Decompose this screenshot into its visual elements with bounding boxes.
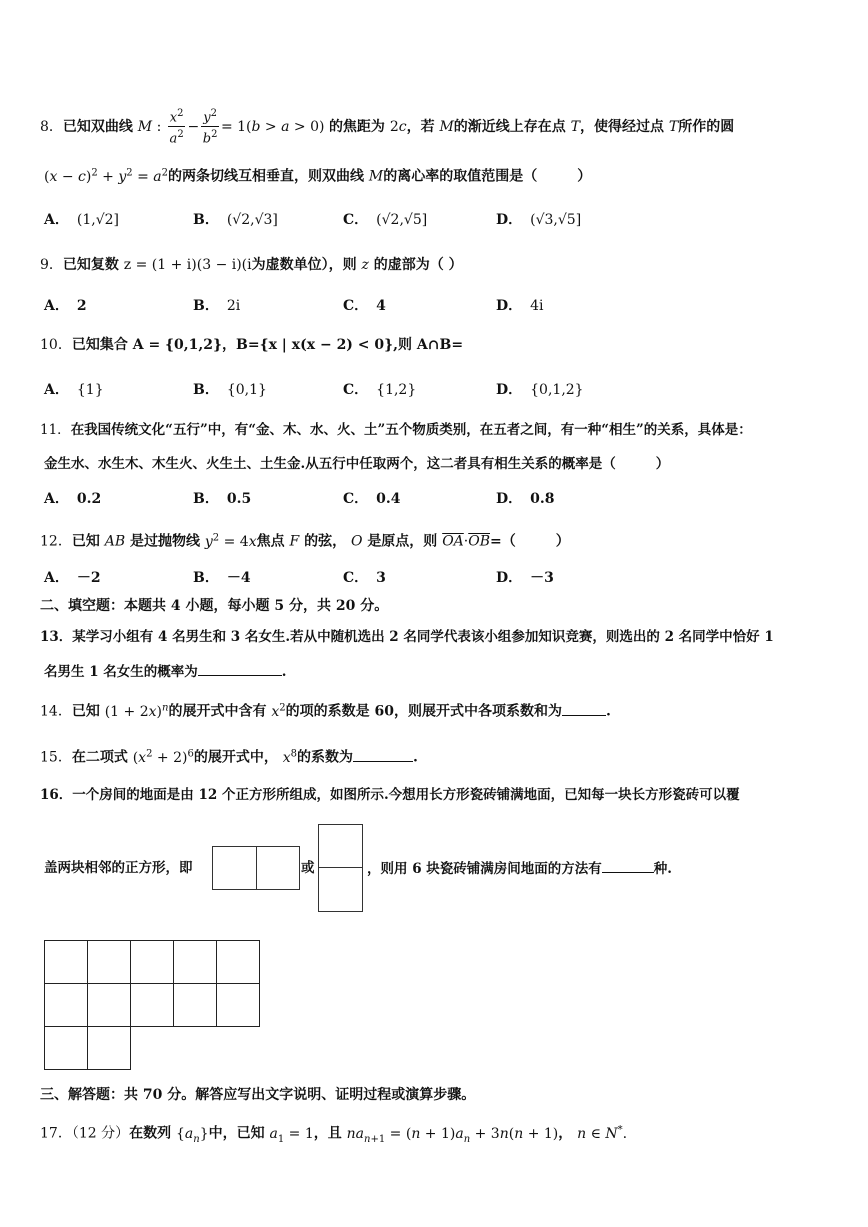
- q13-text: 某学习小组有 4 名男生和 3 名女生.若从中随机选出 2 名同学代表该小组参加知识竞赛，则选出的 2 名同学中恰好 1: [72, 629, 774, 645]
- q12-text-7: ）: [555, 533, 570, 550]
- q10-option-a: A． {1}: [44, 382, 104, 398]
- grid-square: [130, 940, 174, 984]
- q15-line: 15．在二项式 $(x^2 + 2)^6$的展开式中， $x^8$的系数为 .: [40, 748, 418, 766]
- q12-option-a: A． －2: [44, 570, 101, 586]
- q9-line: 9．已知复数 z = (1 + i)(3 − i)(i为虚数单位），则 z 的虚部为（ ）: [40, 257, 463, 273]
- q12-text-4: 的弦，: [304, 533, 347, 550]
- q10-option-b: B． {0,1}: [193, 382, 267, 398]
- q8-text-8: 的离心率的取值范围是（: [383, 168, 538, 185]
- q12-option-b: B． －4: [193, 570, 251, 586]
- vertical-tile-divider: [318, 867, 363, 868]
- q11-option-d: D． 0.8: [496, 491, 555, 507]
- q13-text-3: .: [281, 664, 287, 680]
- section-3-heading: 三、解答题：共 70 分。解答应写出文字说明、证明过程或演算步骤。: [40, 1087, 476, 1103]
- q9-equation: z = (1 + i)(3 − i)(i: [123, 257, 252, 273]
- q14-text-3: 的项的系数是 60，则展开式中各项系数和为: [285, 703, 562, 720]
- q8-text-9: ）: [577, 168, 592, 185]
- q11-line1: [40, 420, 752, 440]
- q8-option-c: C． (√2,√5]: [343, 212, 428, 228]
- q12-text-5: 是原点，则: [367, 533, 438, 550]
- q16-text-3: 种.: [653, 861, 672, 877]
- question-number: 8．: [40, 118, 63, 135]
- q17-score: （12 分）: [71, 1125, 130, 1142]
- grid-square: [216, 983, 260, 1027]
- q15-text-4: .: [412, 749, 418, 766]
- q11-text: 在我国传统文化“五行”中，有“金、木、水、火、土”五个物质类别，在五者之间，有一种“相生”的关系，具体是：: [70, 422, 752, 438]
- vertical-tile-figure: [318, 824, 363, 912]
- grid-square: [44, 983, 88, 1027]
- q9-option-d: D． 4i: [496, 298, 544, 314]
- horizontal-tile-divider: [256, 846, 257, 890]
- q12-text-3: 焦点: [256, 533, 285, 550]
- q11-option-c: C． 0.4: [343, 491, 401, 507]
- q9-text: 已知复数: [62, 257, 119, 273]
- q12-text: 已知: [71, 533, 100, 550]
- q16-line2-pre: 盖两块相邻的正方形，即: [44, 860, 193, 876]
- q8-text-3: ，若: [406, 118, 435, 135]
- q9-option-c: C． 4: [343, 298, 386, 314]
- q8-option-a: A． (1,√2]: [44, 212, 119, 228]
- question-number: 11．: [40, 422, 71, 438]
- q8-text: 已知双曲线: [62, 118, 133, 135]
- q16-text-2: ，则用 6 块瓷砖铺满房间地面的方法有: [367, 861, 602, 877]
- q8-line2: $(x - c)^2 + y^2 = a^2$的两条切线互相垂直，则双曲线 M的离心率的取值范围是（ ）: [44, 167, 592, 185]
- section-2-heading: 二、填空题：本题共 4 小题，每小题 5 分，共 20 分。: [40, 598, 389, 614]
- question-number: 17．: [40, 1125, 72, 1142]
- grid-square: [44, 940, 88, 984]
- grid-square: [87, 940, 131, 984]
- q8-text-5: ，使得经过点: [580, 118, 665, 135]
- q8-text-4: 的渐近线上存在点: [453, 118, 566, 135]
- grid-square: [87, 983, 131, 1027]
- q13-blank: [198, 661, 282, 676]
- q11-line2: [44, 454, 669, 474]
- question-number: 9．: [40, 257, 63, 273]
- q11-option-a: A． 0.2: [44, 491, 102, 507]
- q10-line: [40, 335, 463, 355]
- q9-note: 为虚数单位）: [251, 257, 329, 273]
- q11-text-2: 金生水、水生木、木生火、火生土、土生金.从五行中任取两个，这二者具有相生关系的概率是（: [44, 456, 616, 472]
- q17-text-3: ，且: [313, 1125, 342, 1142]
- q10-text: 已知集合 A = {0,1,2}，B={x | x(x − 2) < 0},则 A∩B=: [71, 337, 464, 353]
- q12-text-6: =（: [490, 533, 516, 550]
- grid-square: [87, 1026, 131, 1070]
- grid-square: [130, 983, 174, 1027]
- q8-text-7: 的两条切线互相垂直，则双曲线: [168, 168, 365, 185]
- q17-text: 在数列: [129, 1125, 172, 1142]
- q13-line2: [44, 661, 287, 682]
- q16-or: 或: [301, 860, 315, 876]
- question-number: 13．: [40, 629, 73, 645]
- q17-text-2: 中，已知: [208, 1125, 265, 1142]
- q14-text-2: 的展开式中含有: [168, 703, 267, 720]
- q9-text-2: ，则: [328, 257, 357, 273]
- q8-option-d: D． (√3,√5]: [496, 212, 582, 228]
- grid-square: [44, 1026, 88, 1070]
- q9-option-b: B． 2i: [193, 298, 241, 314]
- q17-text-4: ，: [558, 1125, 573, 1142]
- q16-blank: [602, 858, 654, 873]
- q15-blank: [353, 747, 413, 762]
- q8-text-6: 所作的圆: [678, 118, 735, 135]
- q15-text: 在二项式: [71, 749, 128, 766]
- q10-option-d: D． {0,1,2}: [496, 382, 584, 398]
- q15-text-3: 的系数为: [296, 749, 353, 766]
- q15-text-2: 的展开式中，: [193, 749, 278, 766]
- grid-square: [173, 983, 217, 1027]
- question-number: 12．: [40, 533, 72, 550]
- q17-line: 17．（12 分）在数列 $\{a_n\}$中，已知 $a_1 = 1$，且 $na_{n+1} = (n + 1)a_n + 3n(n + 1)$， n ∈ N*.: [40, 1124, 628, 1145]
- question-number: 15．: [40, 749, 72, 766]
- q12-option-d: D． －3: [496, 570, 554, 586]
- q9-option-a: A． 2: [44, 298, 87, 314]
- q8-option-b: B． (√2,√3]: [193, 212, 278, 228]
- q12-text-2: 是过抛物线: [129, 533, 200, 550]
- q8-line1: 8．已知双曲线 M : $\frac{x^2}{a^2}$ − $\frac{y^2}{b^2}$ = 1(b > a > 0) 的焦距为 2c，若 M的渐近线上存在点 T，使得经过点 T所作的圆: [40, 108, 735, 147]
- q14-blank: [562, 701, 606, 716]
- q10-option-c: C． {1,2}: [343, 382, 417, 398]
- q8-text-2: 的焦距为: [328, 118, 385, 135]
- question-number: 14．: [40, 703, 72, 720]
- question-number: 10．: [40, 337, 72, 353]
- q8-equation: M : $\frac{x^2}{a^2}$ − $\frac{y^2}{b^2}$ = 1(b > a > 0): [137, 108, 329, 147]
- q14-text: 已知: [71, 703, 100, 720]
- q14-text-4: .: [605, 703, 611, 720]
- q11-text-3: ）: [655, 456, 670, 472]
- q12-line: 12．已知 AB 是过抛物线 $y^2 = 4x$焦点 F 的弦， O 是原点，则 $\overline{OA}\cdot\overline{OB}=$（ ）: [40, 532, 570, 550]
- q13-line1: [40, 627, 774, 647]
- q16-text: 一个房间的地面是由 12 个正方形所组成，如图所示.今想用长方形瓷砖铺满地面，已知每一块长方形瓷砖可以覆: [72, 787, 740, 803]
- q13-text-2: 名男生 1 名女生的概率为: [44, 664, 198, 680]
- q16-line2-tail: [367, 858, 672, 879]
- q14-line: 14．已知 $(1 + 2x)^n$的展开式中含有 $x^2$的项的系数是 60，则展开式中各项系数和为 .: [40, 702, 611, 720]
- q12-option-c: C． 3: [343, 570, 386, 586]
- grid-square: [173, 940, 217, 984]
- q9-text-3: 的虚部为（ ）: [373, 257, 463, 273]
- q16-line1: [40, 785, 740, 805]
- grid-square: [216, 940, 260, 984]
- question-number: 16．: [40, 787, 73, 803]
- q11-option-b: B． 0.5: [193, 491, 252, 507]
